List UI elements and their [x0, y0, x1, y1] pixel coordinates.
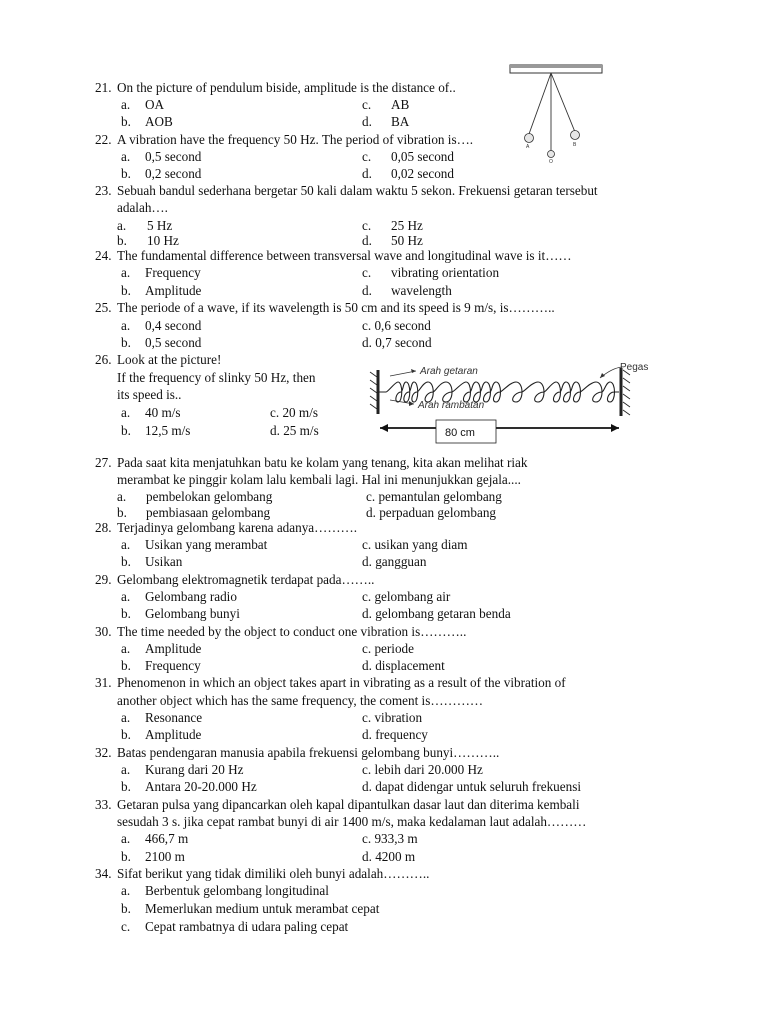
- option-a: a. Resonance: [121, 710, 203, 725]
- option-b: b. 0,5 second: [121, 335, 202, 350]
- spring-label: Pegas: [620, 362, 649, 373]
- question-text: Sebuah bandul sederhana bergetar 50 kali dalam waktu 5 sekon. Frekuensi getaran tersebut: [117, 183, 598, 198]
- option-c: c. pemantulan gelombang: [366, 489, 502, 504]
- pendulum-bob-a: [525, 134, 534, 143]
- option-b: b. 0,2 second: [121, 166, 202, 181]
- left-wall: [370, 370, 378, 414]
- question-number: 21.: [95, 80, 112, 95]
- question-26: 26. Look at the picture!: [95, 352, 222, 367]
- question-text-continued: merambat ke pinggir kolam lalu kembali lagi. Hal ini menunjukkan gejala....: [117, 472, 521, 487]
- option-d: d. gangguan: [362, 554, 427, 569]
- question-text-continued: another object which has the same frequency, the coment is…………: [117, 693, 484, 708]
- question-text: Look at the picture!: [117, 352, 222, 367]
- question-text: Batas pendengaran manusia apabila frekuensi gelombang bunyi………..: [117, 745, 500, 760]
- pendulum-string-b: [551, 73, 575, 132]
- question-25: 25. The periode of a wave, if its wavelength is 50 cm and its speed is 9 m/s, is………..: [95, 300, 555, 315]
- option-b: b. Gelombang bunyi: [121, 606, 240, 621]
- question-text: Gelombang elektromagnetik terdapat pada……..: [117, 572, 375, 587]
- option-a: a. Amplitude: [121, 641, 202, 656]
- question-text: The time needed by the object to conduct one vibration is………..: [117, 624, 467, 639]
- option-c: c. 933,3 m: [362, 831, 418, 846]
- option-b: b. pembiasaan gelombang: [117, 505, 271, 520]
- option-c: c. Cepat rambatnya di udara paling cepat: [121, 919, 349, 934]
- propagation-direction-label: Arah rambatan: [418, 400, 485, 411]
- option-a: a. 0,5 second: [121, 149, 202, 164]
- option-d: d. 25 m/s: [270, 423, 319, 438]
- option-c: c. gelombang air: [362, 589, 451, 604]
- option-a: a. pembelokan gelombang: [117, 489, 273, 504]
- pendulum-label-a: A: [526, 144, 530, 150]
- option-a: a. 466,7 m: [121, 831, 189, 846]
- pendulum-figure: [505, 62, 605, 167]
- option-b: b. Usikan: [121, 554, 183, 569]
- question-text: The fundamental difference between transversal wave and longitudinal wave is it……: [117, 248, 572, 263]
- question-27: 27. Pada saat kita menjatuhkan batu ke kolam yang tenang, kita akan melihat riak: [95, 455, 528, 470]
- option-a: a. 40 m/s: [121, 405, 181, 420]
- option-c: c. vibration: [362, 710, 423, 725]
- option-c: c. 25 Hz: [362, 218, 423, 233]
- option-a: a. OA: [121, 97, 165, 112]
- option-a: a. Kurang dari 20 Hz: [121, 762, 244, 777]
- pendulum-bob-o: [548, 151, 555, 158]
- option-d: d. 50 Hz: [362, 233, 423, 248]
- option-a: a. 0,4 second: [121, 318, 202, 333]
- question-31: 31. Phenomenon in which an object takes apart in vibrating as a result of the vibration of: [95, 675, 566, 690]
- option-d: d. 0,7 second: [362, 335, 432, 350]
- option-b: b. Memerlukan medium untuk merambat cepat: [121, 901, 380, 916]
- question-text: On the picture of pendulum biside, amplitude is the distance of..: [117, 80, 456, 95]
- option-b: b. AOB: [121, 114, 173, 129]
- pendulum-string-a: [529, 73, 551, 134]
- pendulum-support-shade: [510, 65, 602, 68]
- option-d: d. 0,02 second: [362, 166, 454, 181]
- question-24: 24. The fundamental difference between transversal wave and longitudinal wave is it……: [95, 248, 572, 263]
- option-c: c. vibrating orientation: [362, 265, 500, 280]
- question-text: A vibration have the frequency 50 Hz. The period of vibration is….: [117, 132, 474, 147]
- option-b: b. Amplitude: [121, 283, 202, 298]
- option-c: c. periode: [362, 641, 414, 656]
- slinky-figure: [350, 358, 680, 450]
- option-a: a. Usikan yang merambat: [121, 537, 268, 552]
- option-a: a. 5 Hz: [117, 218, 173, 233]
- option-b: b. Antara 20-20.000 Hz: [121, 779, 257, 794]
- option-b: b. 12,5 m/s: [121, 423, 191, 438]
- option-c: c. 20 m/s: [270, 405, 318, 420]
- option-d: d. gelombang getaran benda: [362, 606, 511, 621]
- option-d: d. BA: [362, 114, 410, 129]
- question-text: Getaran pulsa yang dipancarkan oleh kapal dipantulkan dasar laut dan diterima kembali: [117, 797, 580, 812]
- question-text-continued: adalah….: [117, 200, 168, 215]
- question-22: 22. A vibration have the frequency 50 Hz. The period of vibration is….: [95, 132, 474, 147]
- option-a: a. Gelombang radio: [121, 589, 237, 604]
- question-text: Terjadinya gelombang karena adanya……….: [117, 520, 358, 535]
- option-c: c. AB: [362, 97, 410, 112]
- pendulum-label-o: O: [549, 159, 553, 165]
- option-b: b. Frequency: [121, 658, 201, 673]
- option-a: a. Berbentuk gelombang longitudinal: [121, 883, 329, 898]
- option-d: d. 4200 m: [362, 849, 416, 864]
- option-b: b. Amplitude: [121, 727, 202, 742]
- vibration-direction-label: Arah getaran: [420, 366, 478, 377]
- pendulum-bob-b: [571, 131, 580, 140]
- option-d: d. displacement: [362, 658, 445, 673]
- question-23: 23. Sebuah bandul sederhana bergetar 50 kali dalam waktu 5 sekon. Frekuensi getaran tersebut: [95, 183, 598, 198]
- question-text: Sifat berikut yang tidak dimiliki oleh bunyi adalah………..: [117, 866, 430, 881]
- question-33: 33. Getaran pulsa yang dipancarkan oleh kapal dipantulkan dasar laut dan diterima kembali: [95, 797, 580, 812]
- option-d: d. frequency: [362, 727, 428, 742]
- question-21: [95, 79, 456, 96]
- option-b: b. 10 Hz: [117, 233, 179, 248]
- question-32: 32. Batas pendengaran manusia apabila frekuensi gelombang bunyi………..: [95, 745, 500, 760]
- question-text-continued: sesudah 3 s. jika cepat rambat bunyi di air 1400 m/s, maka kedalaman laut adalah………: [117, 814, 587, 829]
- right-wall: [621, 368, 630, 416]
- option-c: c. 0,05 second: [362, 149, 454, 164]
- question-34: 34. Sifat berikut yang tidak dimiliki oleh bunyi adalah………..: [95, 866, 430, 881]
- question-29: 29. Gelombang elektromagnetik terdapat pada……..: [95, 572, 375, 587]
- length-label: 80 cm: [445, 427, 475, 439]
- question-text: Pada saat kita menjatuhkan batu ke kolam yang tenang, kita akan melihat riak: [117, 455, 528, 470]
- option-c: c. lebih dari 20.000 Hz: [362, 762, 483, 777]
- question-28: 28. Terjadinya gelombang karena adanya……….: [95, 520, 358, 535]
- option-c: c. usikan yang diam: [362, 537, 468, 552]
- option-c: c. 0,6 second: [362, 318, 431, 333]
- question-text-continued: its speed is..: [117, 387, 182, 402]
- question-text-continued: If the frequency of slinky 50 Hz, then: [117, 370, 316, 385]
- slinky-coil: [378, 382, 619, 402]
- question-text: Phenomenon in which an object takes apart in vibrating as a result of the vibration of: [117, 675, 566, 690]
- question-text: The periode of a wave, if its wavelength is 50 cm and its speed is 9 m/s, is………..: [117, 300, 555, 315]
- option-b: b. 2100 m: [121, 849, 185, 864]
- option-d: d. wavelength: [362, 283, 452, 298]
- option-a: a. Frequency: [121, 265, 201, 280]
- pendulum-label-b: B: [573, 142, 577, 148]
- question-30: 30. The time needed by the object to conduct one vibration is………..: [95, 624, 467, 639]
- option-d: d. perpaduan gelombang: [366, 505, 497, 520]
- option-d: d. dapat didengar untuk seluruh frekuensi: [362, 779, 581, 794]
